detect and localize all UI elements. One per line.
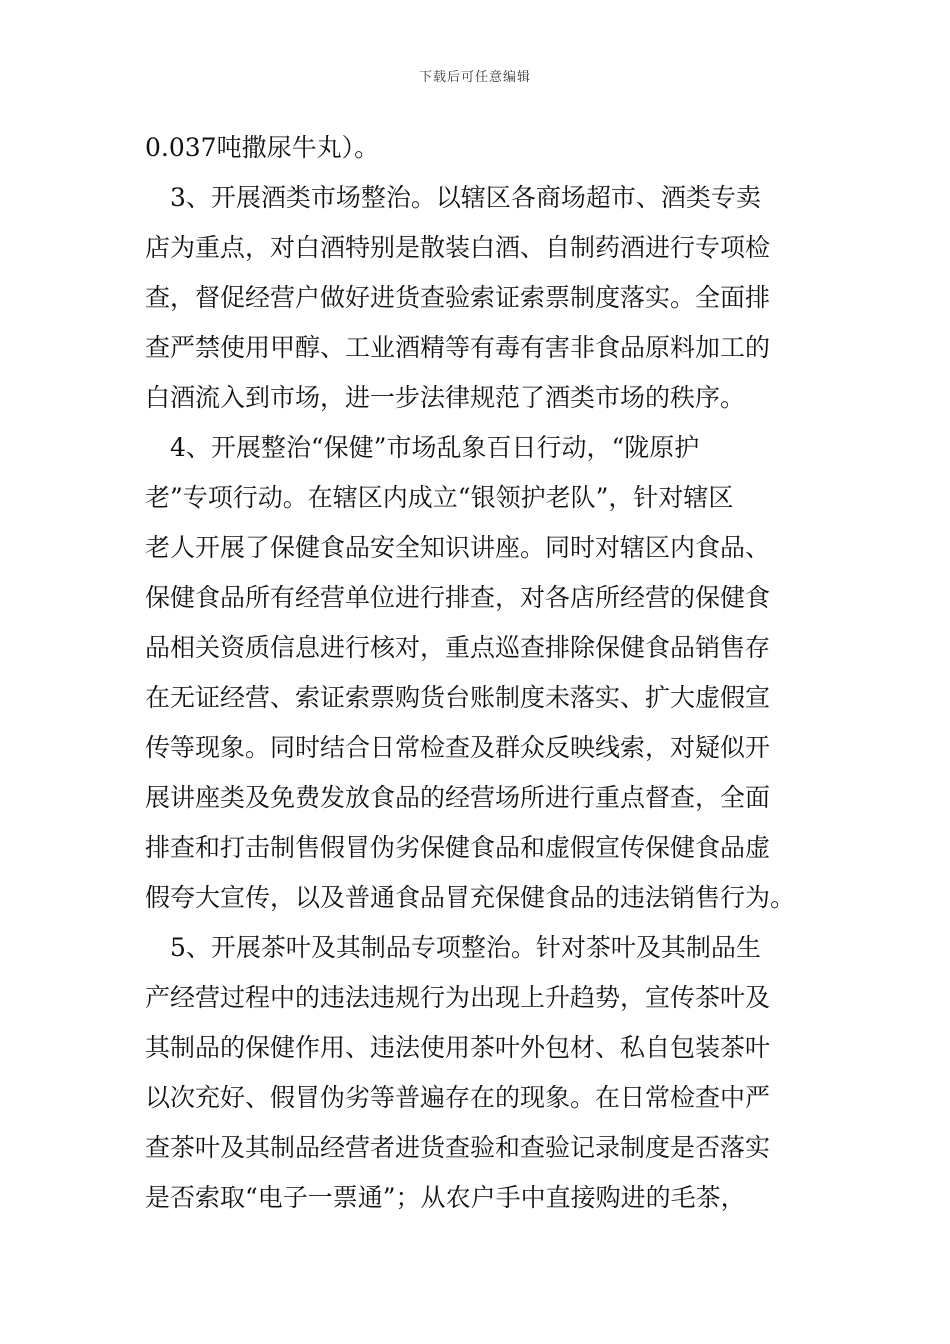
text-line: 展讲座类及免费发放食品的经营场所进行重点督查，全面 bbox=[145, 783, 771, 812]
text-line: 查，督促经营户做好进货查验索证索票制度落实。全面排 bbox=[145, 283, 771, 312]
text-line: 品相关资质信息进行核对，重点巡查排除保健食品销售存 bbox=[145, 633, 771, 662]
text-line: 4、开展整治“保健”市场乱象百日行动，“陇原护 bbox=[145, 433, 700, 462]
text-line: 白酒流入到市场，进一步法律规范了酒类市场的秩序。 bbox=[145, 383, 746, 412]
text-line: 查茶叶及其制品经营者进货查验和查验记录制度是否落实 bbox=[145, 1133, 771, 1162]
text-line: 在无证经营、索证索票购货台账制度未落实、扩大虚假宣 bbox=[145, 683, 771, 712]
text-line: 查严禁使用甲醇、工业酒精等有毒有害非食品原料加工的 bbox=[145, 333, 771, 362]
text-line: 是否索取“电子一票通”；从农户手中直接购进的毛茶， bbox=[145, 1183, 746, 1212]
page-header-note: 下载后可任意编辑 bbox=[418, 70, 531, 85]
text-line: 其制品的保健作用、违法使用茶叶外包材、私自包装茶叶 bbox=[145, 1033, 771, 1062]
text-line: 以次充好、假冒伪劣等普遍存在的现象。在日常检查中严 bbox=[145, 1083, 771, 1112]
text-line: 老人开展了保健食品安全知识讲座。同时对辖区内食品、 bbox=[145, 533, 771, 562]
text-line: 排查和打击制售假冒伪劣保健食品和虚假宣传保健食品虚 bbox=[145, 833, 771, 862]
text-line: 传等现象。同时结合日常检查及群众反映线索，对疑似开 bbox=[145, 733, 771, 762]
text-line: 0.037吨撒尿牛丸）。 bbox=[145, 133, 380, 162]
text-line: 店为重点，对白酒特别是散装白酒、自制药酒进行专项检 bbox=[145, 233, 771, 262]
text-line: 保健食品所有经营单位进行排查，对各店所经营的保健食 bbox=[145, 583, 771, 612]
text-line: 5、开展茶叶及其制品专项整治。针对茶叶及其制品生 bbox=[145, 933, 761, 962]
text-line: 老”专项行动。在辖区内成立“银领护老队”，针对辖区 bbox=[145, 483, 734, 512]
text-line: 产经营过程中的违法违规行为出现上升趋势，宣传茶叶及 bbox=[145, 983, 771, 1012]
text-line: 假夸大宣传，以及普通食品冒充保健食品的违法销售行为。 bbox=[145, 883, 796, 912]
text-line: 3、开展酒类市场整治。以辖区各商场超市、酒类专卖 bbox=[145, 183, 761, 212]
